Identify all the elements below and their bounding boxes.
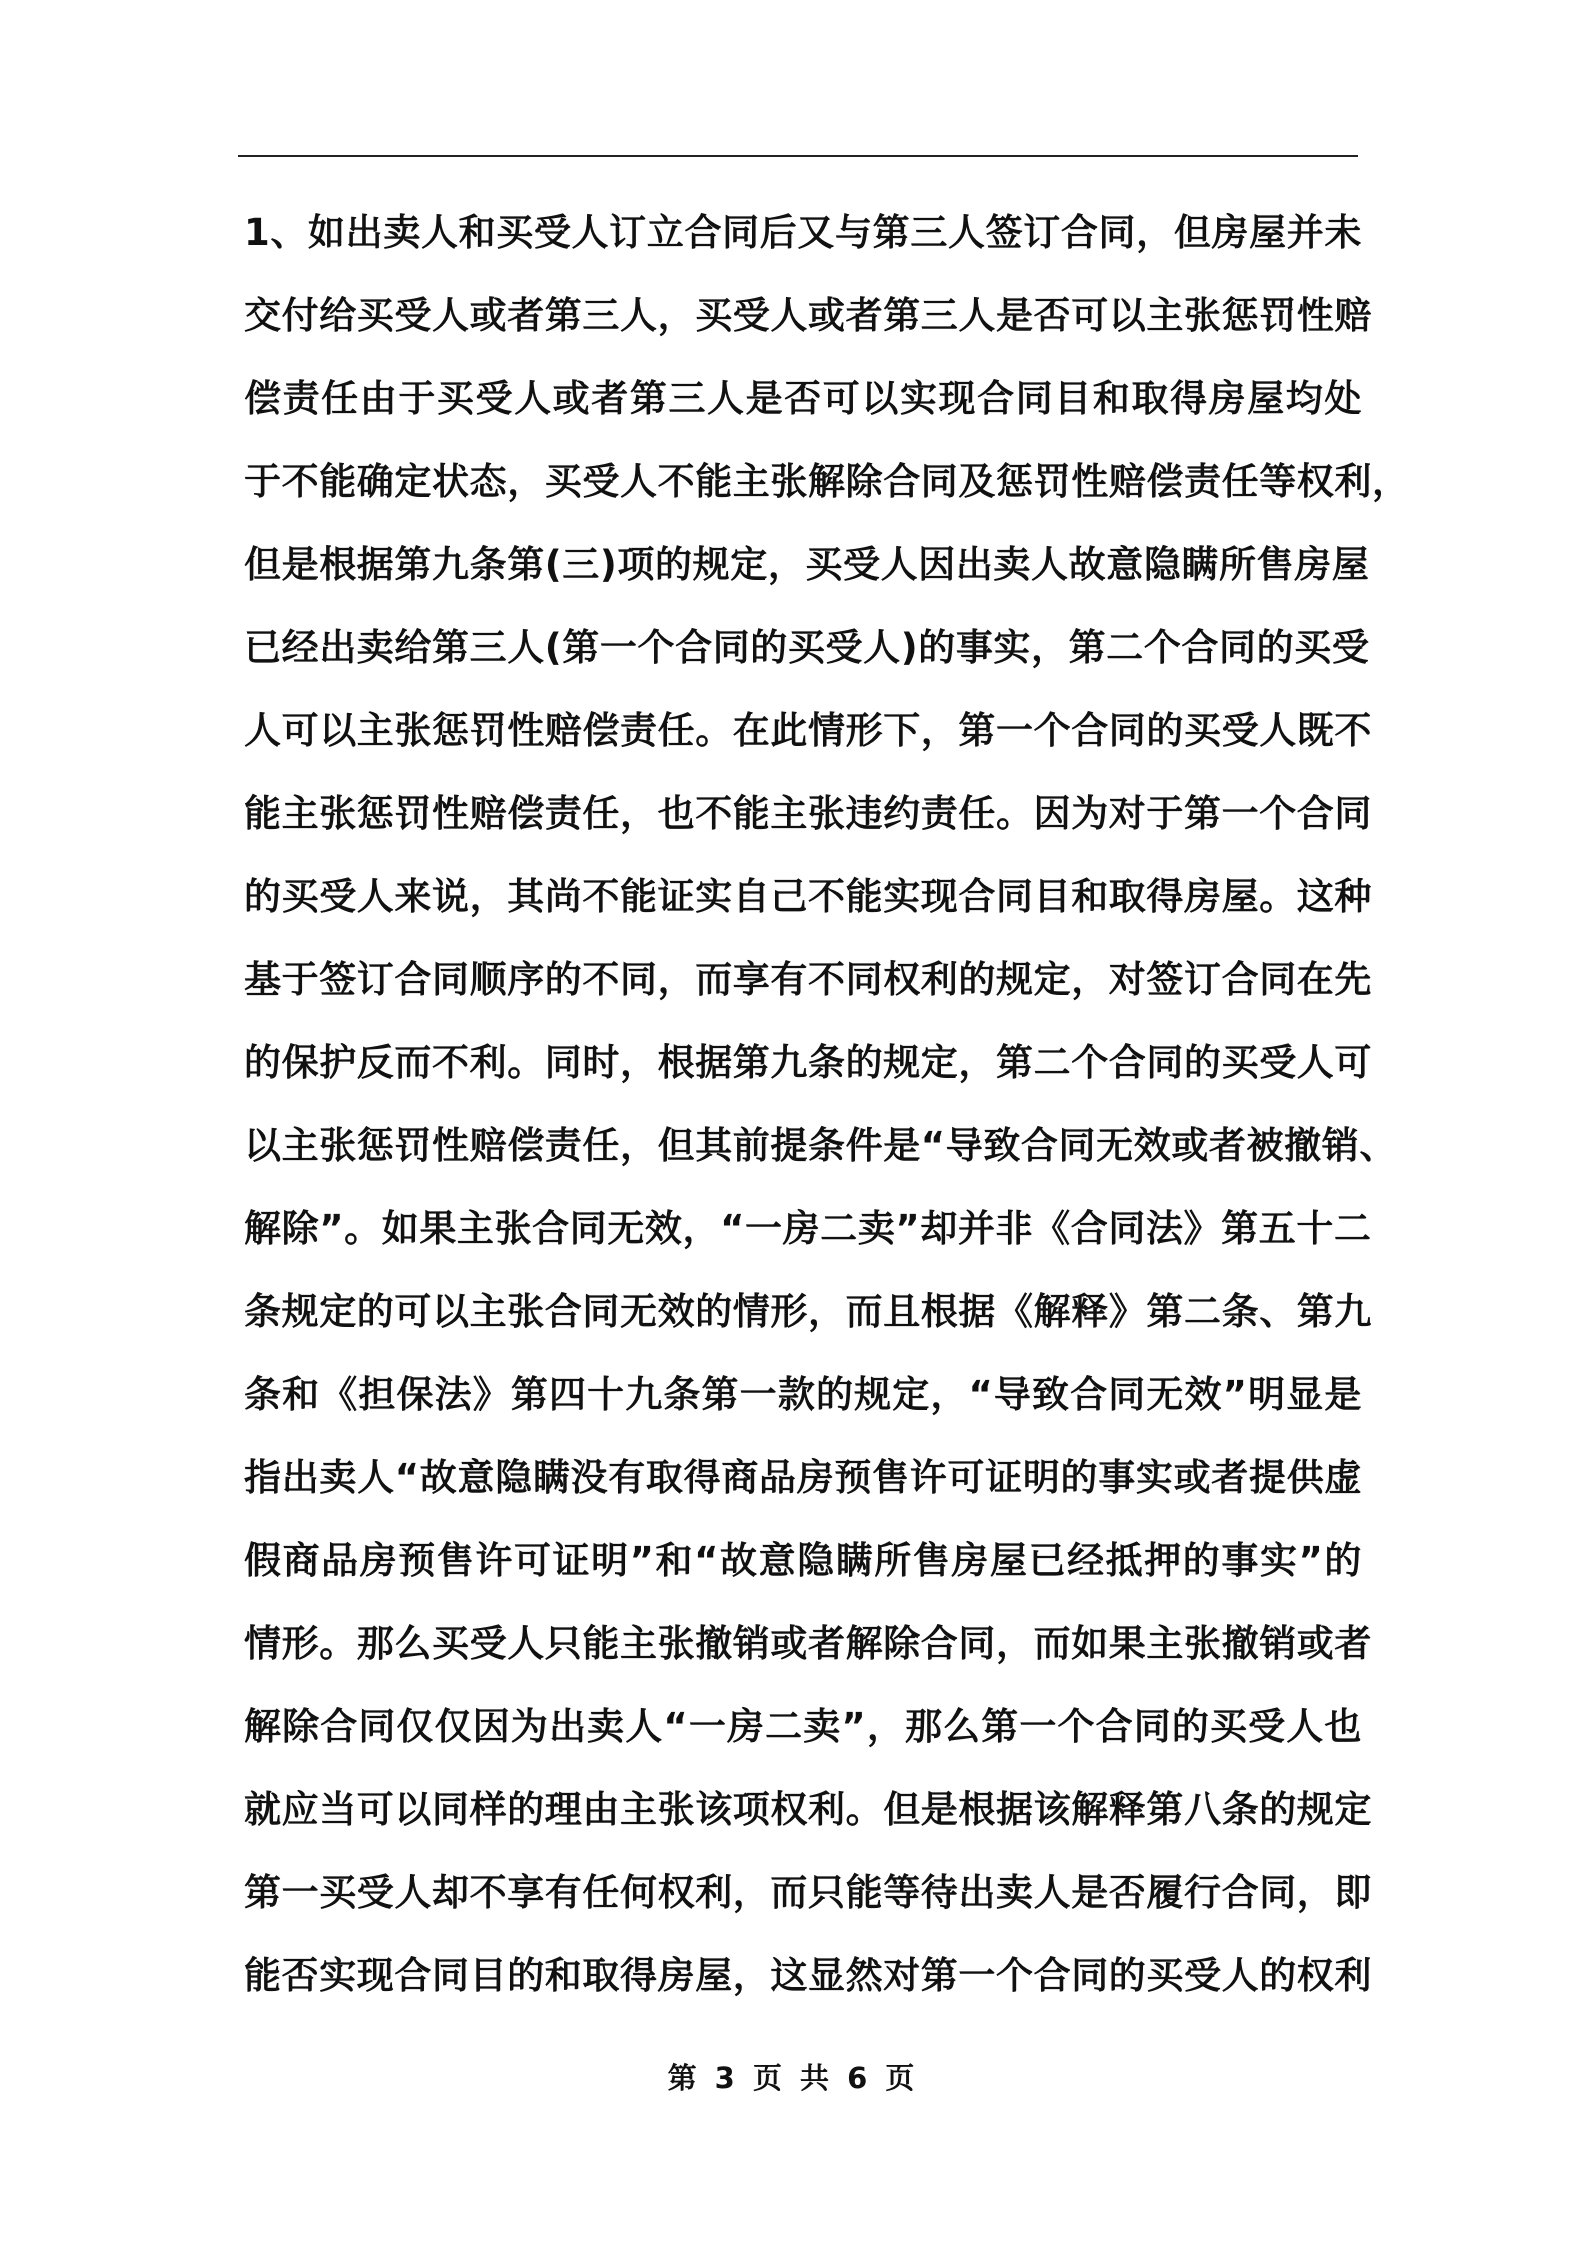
text-line: 但是根据第九条第(三)项的规定，买受人因出卖人故意隐瞒所售房屋	[244, 543, 1370, 586]
text-line: 情形。那么买受人只能主张撤销或者解除合同，而如果主张撤销或者	[244, 1622, 1372, 1665]
text-line: 以主张惩罚性赔偿责任，但其前提条件是“导致合同无效或者被撤销、	[244, 1124, 1397, 1167]
text-line: 就应当可以同样的理由主张该项权利。但是根据该解释第八条的规定	[244, 1788, 1372, 1831]
header-divider	[238, 155, 1358, 157]
body-paragraph	[244, 200, 1410, 2026]
text-line: 人可以主张惩罚性赔偿责任。在此情形下，第一个合同的买受人既不	[244, 709, 1372, 752]
text-line: 假商品房预售许可证明”和“故意隐瞒所售房屋已经抵押的事实”的	[244, 1539, 1362, 1582]
text-line: 解除合同仅仅因为出卖人“一房二卖”，那么第一个合同的买受人也	[244, 1705, 1362, 1748]
text-line: 已经出卖给第三人(第一个合同的买受人)的事实，第二个合同的买受	[244, 626, 1370, 669]
text-line: 于不能确定状态，买受人不能主张解除合同及惩罚性赔偿责任等权利，	[244, 460, 1410, 503]
text-line: 条规定的可以主张合同无效的情形，而且根据《解释》第二条、第九	[244, 1290, 1372, 1333]
text-line: 条和《担保法》第四十九条第一款的规定，“导致合同无效”明显是	[244, 1373, 1362, 1416]
text-line: 基于签订合同顺序的不同，而享有不同权利的规定，对签订合同在先	[244, 958, 1372, 1001]
text-line: 交付给买受人或者第三人，买受人或者第三人是否可以主张惩罚性赔	[244, 294, 1372, 337]
text-line: 第一买受人却不享有任何权利，而只能等待出卖人是否履行合同，即	[244, 1871, 1372, 1914]
text-line: 1、如出卖人和买受人订立合同后又与第三人签订合同，但房屋并未	[244, 211, 1362, 254]
text-line: 的保护反而不利。同时，根据第九条的规定，第二个合同的买受人可	[244, 1041, 1372, 1084]
text-line: 的买受人来说，其尚不能证实自己不能实现合同目和取得房屋。这种	[244, 875, 1372, 918]
page-number: 第 3 页 共 6 页	[667, 2061, 919, 2095]
text-line: 偿责任由于买受人或者第三人是否可以实现合同目和取得房屋均处	[244, 377, 1362, 420]
text-line: 能主张惩罚性赔偿责任，也不能主张违约责任。因为对于第一个合同	[244, 792, 1372, 835]
text-line: 指出卖人“故意隐瞒没有取得商品房预售许可证明的事实或者提供虚	[244, 1456, 1362, 1499]
text-line: 能否实现合同目的和取得房屋，这显然对第一个合同的买受人的权利	[244, 1954, 1372, 1997]
text-line: 解除”。如果主张合同无效，“一房二卖”却并非《合同法》第五十二	[244, 1207, 1372, 1250]
